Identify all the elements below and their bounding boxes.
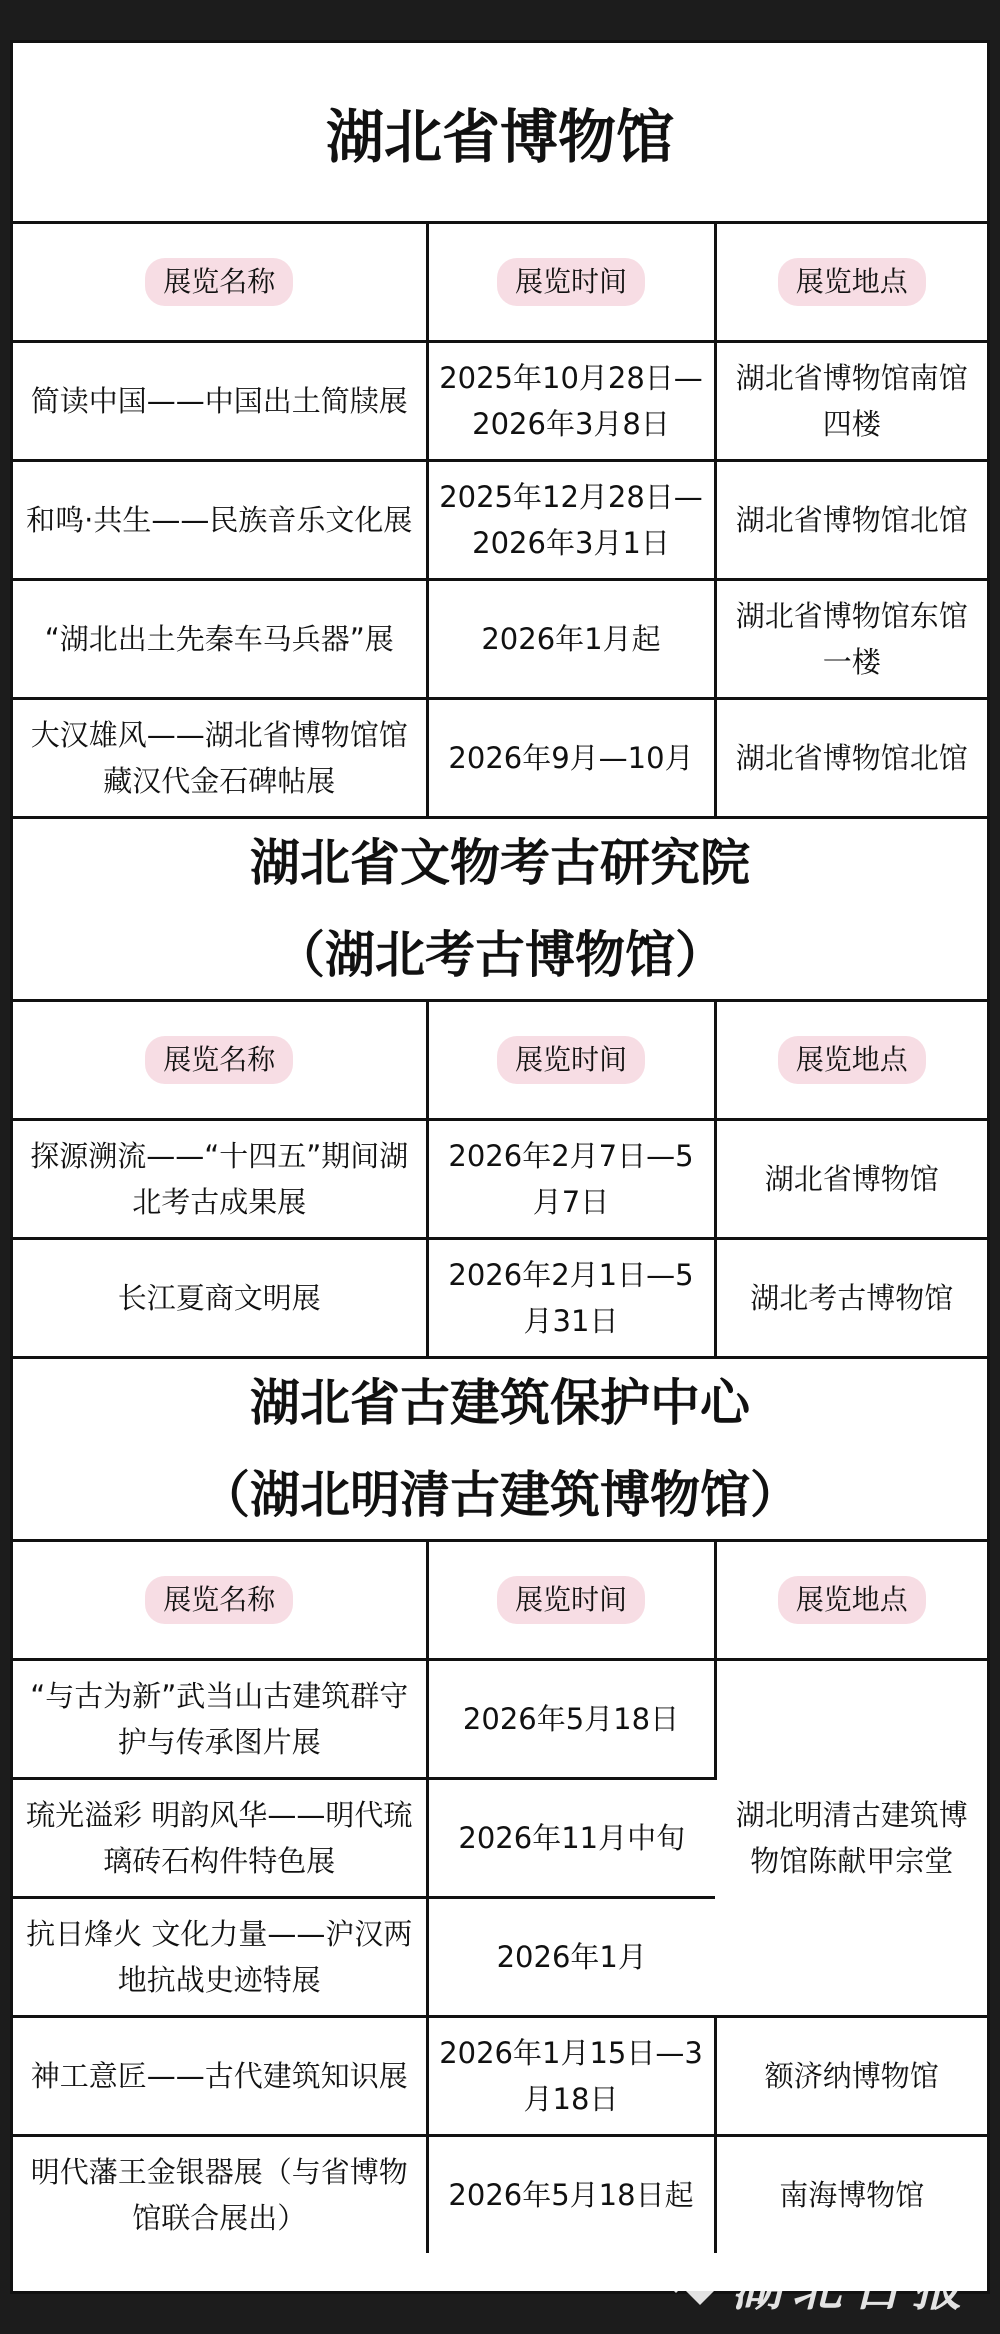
museum-section	[13, 1359, 987, 2253]
text-line: 2026年2月7日—	[448, 1139, 676, 1173]
exhibition-table	[13, 224, 987, 816]
exhibition-name-cell	[13, 580, 427, 699]
exhibition-time-cell	[427, 1898, 715, 2017]
text-line: 简读中国——中国出土简牍展	[30, 384, 408, 418]
text-line: 守护与传承图片展	[117, 1679, 409, 1759]
exhibition-schedule-card	[10, 40, 990, 2294]
exhibition-name-cell	[13, 1660, 427, 1779]
table-row	[13, 699, 987, 817]
text-line: （与省博物馆联合展出）	[132, 2155, 408, 2235]
exhibition-place-cell	[715, 461, 987, 580]
exhibition-name-cell	[13, 2136, 427, 2254]
text-line: 湖北省博物馆	[325, 103, 674, 171]
text-line: 2026年9月—10月	[448, 741, 694, 775]
exhibition-time-cell	[427, 1660, 715, 1779]
text-line: 东馆一楼	[822, 599, 968, 679]
exhibition-table	[13, 1542, 987, 2253]
text-line: 藏汉代金石碑帖展	[103, 764, 336, 798]
text-line: 博物馆陈献甲宗堂	[750, 1798, 968, 1878]
text-line: 南海博物馆	[779, 2178, 925, 2212]
text-line: 2026年11月中旬	[458, 1821, 686, 1855]
text-line: 湖北考古博物馆	[750, 1281, 954, 1315]
column-header	[13, 1002, 427, 1120]
exhibition-name-cell	[13, 1120, 427, 1239]
header-pill: 展览地点	[778, 258, 926, 306]
text-line: 2025年12月28日	[439, 480, 674, 514]
museum-title	[13, 1359, 987, 1542]
table-row	[13, 1660, 987, 1779]
header-pill: 展览时间	[497, 1036, 645, 1084]
table-row	[13, 461, 987, 580]
text-line: 2026年2月1日—	[448, 1258, 676, 1292]
exhibition-time-cell	[427, 1120, 715, 1239]
table-row	[13, 580, 987, 699]
museum-section	[13, 43, 987, 819]
text-line: 神工意匠——古代建筑知识展	[30, 2059, 408, 2093]
text-line: 和鸣·共生——民族音乐文化展	[26, 503, 413, 537]
exhibition-name-cell	[13, 2017, 427, 2136]
text-line: 大汉雄风——湖北省博物馆馆	[30, 718, 408, 752]
text-line: （湖北明清古建筑博物馆）	[200, 1466, 800, 1524]
text-line: 琉光溢彩 明韵风华——	[26, 1798, 326, 1832]
exhibition-time-cell	[427, 342, 715, 461]
exhibition-time-cell	[427, 1779, 715, 1898]
header-pill: 展览名称	[145, 1036, 293, 1084]
text-line: 沪汉两地抗战史迹特展	[117, 1917, 413, 1997]
exhibition-place-cell	[715, 580, 987, 699]
column-header	[13, 1542, 427, 1660]
table-header-row	[13, 224, 987, 342]
text-line: 湖北省博物馆北馆	[735, 741, 968, 775]
text-line: 南馆四楼	[822, 361, 968, 441]
header-pill: 展览地点	[778, 1036, 926, 1084]
text-line: 湖北省博物馆	[735, 361, 910, 395]
text-line: 额济纳博物馆	[764, 2059, 939, 2093]
exhibition-place-cell	[715, 2017, 987, 2136]
exhibition-table	[13, 1002, 987, 1356]
column-header	[427, 1002, 715, 1120]
header-pill: 展览名称	[145, 258, 293, 306]
text-line: —2026年3月1日	[472, 480, 703, 560]
exhibition-place-cell	[715, 2136, 987, 2254]
exhibition-name-cell	[13, 461, 427, 580]
text-line: 2026年1月15日—	[439, 2036, 685, 2070]
header-pill: 展览时间	[497, 1576, 645, 1624]
exhibition-name-cell	[13, 1779, 427, 1898]
text-line: 抗日烽火 文化力量——	[26, 1917, 326, 1951]
table-header-row	[13, 1542, 987, 1660]
exhibition-place-cell	[715, 1660, 987, 2017]
exhibition-time-cell	[427, 699, 715, 817]
text-line: （湖北考古博物馆）	[275, 926, 725, 984]
header-pill: 展览名称	[145, 1576, 293, 1624]
text-line: 湖北省博物馆	[764, 1162, 939, 1196]
museum-title	[13, 819, 987, 1002]
column-header	[427, 1542, 715, 1660]
hubei-daily-logo-icon	[664, 2261, 720, 2307]
text-line: 湖北省古建筑保护中心	[250, 1374, 750, 1432]
exhibition-name-cell	[13, 699, 427, 817]
exhibition-name-cell	[13, 342, 427, 461]
text-line: 2026年1月起	[481, 622, 661, 656]
exhibition-time-cell	[427, 461, 715, 580]
exhibition-place-cell	[715, 1120, 987, 1239]
table-row	[13, 2136, 987, 2254]
text-line: 探源溯流——“十四五”期间	[30, 1139, 380, 1173]
text-line: 湖北明清古建筑	[735, 1798, 939, 1832]
text-line: 长江夏商文明展	[117, 1281, 321, 1315]
table-row	[13, 342, 987, 461]
text-line: 湖北考古成果展	[132, 1139, 409, 1219]
text-line: 2026年1月	[496, 1940, 647, 1974]
table-header-row	[13, 1002, 987, 1120]
exhibition-time-cell	[427, 2136, 715, 2254]
text-line: 2026年3月8日	[472, 407, 670, 441]
text-line: 湖北省文物考古研究院	[250, 834, 750, 892]
text-line: 湖北省博物馆	[735, 599, 910, 633]
watermark	[664, 2248, 972, 2320]
table-row	[13, 1120, 987, 1239]
exhibition-name-cell	[13, 1898, 427, 2017]
text-line: 明代琉璃砖石构件特色展	[103, 1798, 413, 1878]
exhibition-name-cell	[13, 1239, 427, 1357]
museum-section	[13, 819, 987, 1359]
exhibition-place-cell	[715, 342, 987, 461]
column-header	[715, 1002, 987, 1120]
column-header	[427, 224, 715, 342]
text-line: 5月7日	[532, 1139, 694, 1219]
column-header	[715, 1542, 987, 1660]
text-line: “湖北出土先秦车马兵器”展	[44, 622, 394, 656]
text-line: 湖北省博物馆北馆	[735, 503, 968, 537]
text-line: 明代藩王金银器展	[30, 2155, 263, 2189]
exhibition-place-cell	[715, 1239, 987, 1357]
text-line: “与古为新”武当山古建筑群	[30, 1679, 380, 1713]
text-line: 3月18日	[523, 2036, 703, 2116]
table-row	[13, 2017, 987, 2136]
exhibition-place-cell	[715, 699, 987, 817]
table-row	[13, 1239, 987, 1357]
column-header	[715, 224, 987, 342]
exhibition-time-cell	[427, 1239, 715, 1357]
exhibition-time-cell	[427, 2017, 715, 2136]
text-line: 2026年5月18日	[462, 1702, 680, 1736]
header-pill: 展览时间	[497, 258, 645, 306]
watermark-text: 湖北日报	[732, 2259, 972, 2317]
text-line: 2026年5月18日起	[448, 2178, 694, 2212]
exhibition-time-cell	[427, 580, 715, 699]
header-pill: 展览地点	[778, 1576, 926, 1624]
museum-title	[13, 43, 987, 224]
text-line: 5月31日	[523, 1258, 694, 1338]
column-header	[13, 224, 427, 342]
text-line: 2025年10月28日—	[439, 361, 703, 395]
